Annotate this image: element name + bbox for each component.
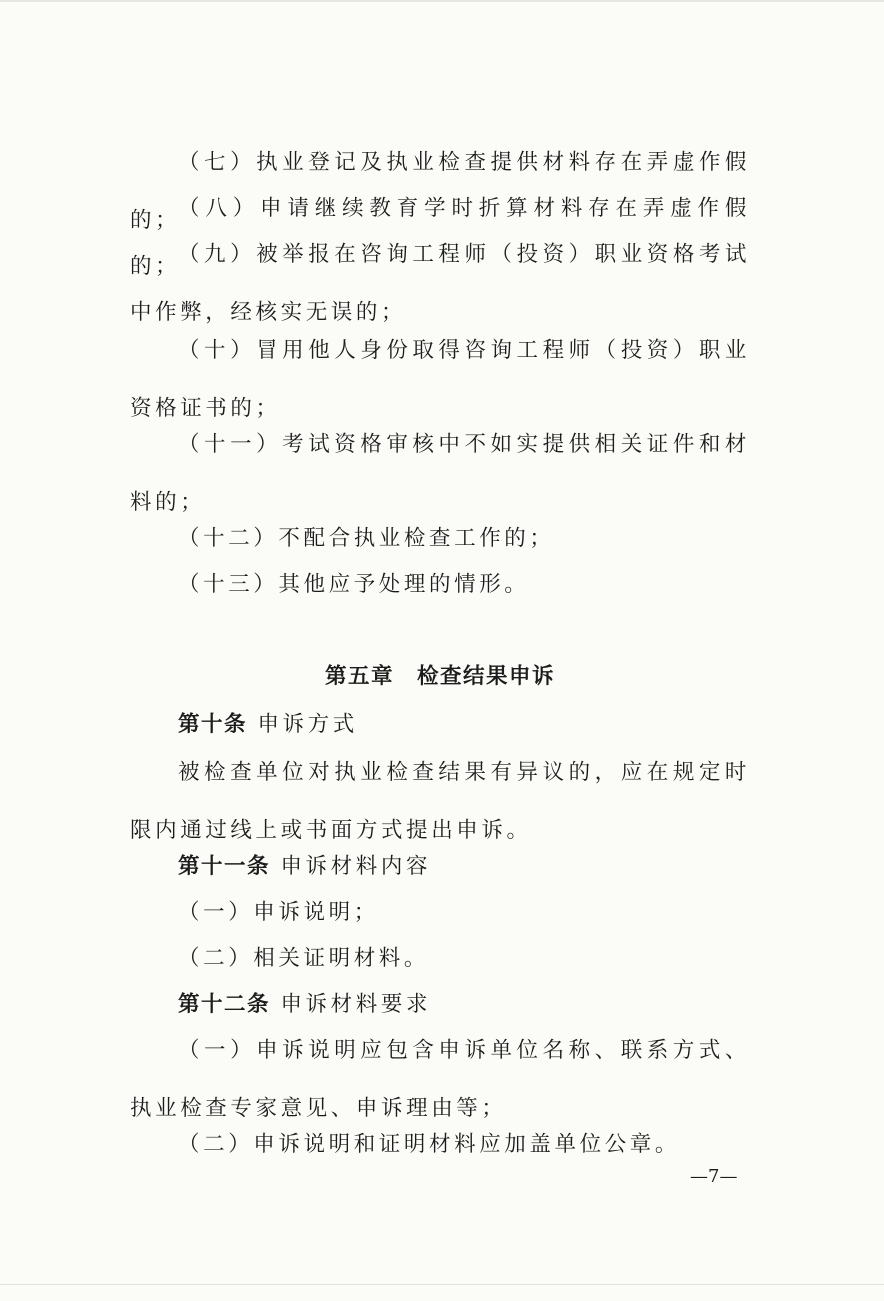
article-12-title: 申诉材料要求	[280, 992, 432, 1017]
article-11-item-2: （二）相关证明材料。	[178, 946, 430, 971]
article-11-title: 申诉材料内容	[280, 854, 432, 879]
item-13: （十三）其他应予处理的情形。	[178, 572, 530, 597]
chapter-title: 第五章 检查结果申诉	[324, 664, 555, 689]
article-12-heading: 第十二条	[178, 992, 271, 1017]
article-10-title: 申诉方式	[257, 712, 358, 737]
article-11-item-1: （一）申诉说明；	[178, 900, 379, 925]
item-8: （八）申请继续教育学时折算材料存在弄虚作假的；	[130, 196, 750, 279]
page-number: —7—	[690, 1166, 738, 1187]
article-10-body: 被检查单位对执业检查结果有异议的，应在规定时限内通过线上或书面方式提出申诉。	[130, 760, 750, 843]
article-12-item-1: （一）申诉说明应包含申诉单位名称、联系方式、执业检查专家意见、申诉理由等；	[130, 1038, 750, 1121]
article-10-heading: 第十条	[178, 712, 248, 737]
item-7: （七）执业登记及执业检查提供材料存在弄虚作假的；	[130, 150, 750, 233]
item-11: （十一）考试资格审核中不如实提供相关证件和材料的；	[130, 432, 750, 515]
item-10: （十）冒用他人身份取得咨询工程师（投资）职业资格证书的；	[130, 338, 750, 421]
item-9: （九）被举报在咨询工程师（投资）职业资格考试中作弊，经核实无误的；	[130, 242, 750, 325]
item-12: （十二）不配合执业检查工作的；	[178, 526, 555, 551]
scan-top-edge	[0, 0, 884, 2]
article-12-item-2: （二）申诉说明和证明材料应加盖单位公章。	[178, 1132, 681, 1157]
article-11-heading: 第十一条	[178, 854, 271, 879]
scan-bottom-edge	[0, 1284, 884, 1285]
